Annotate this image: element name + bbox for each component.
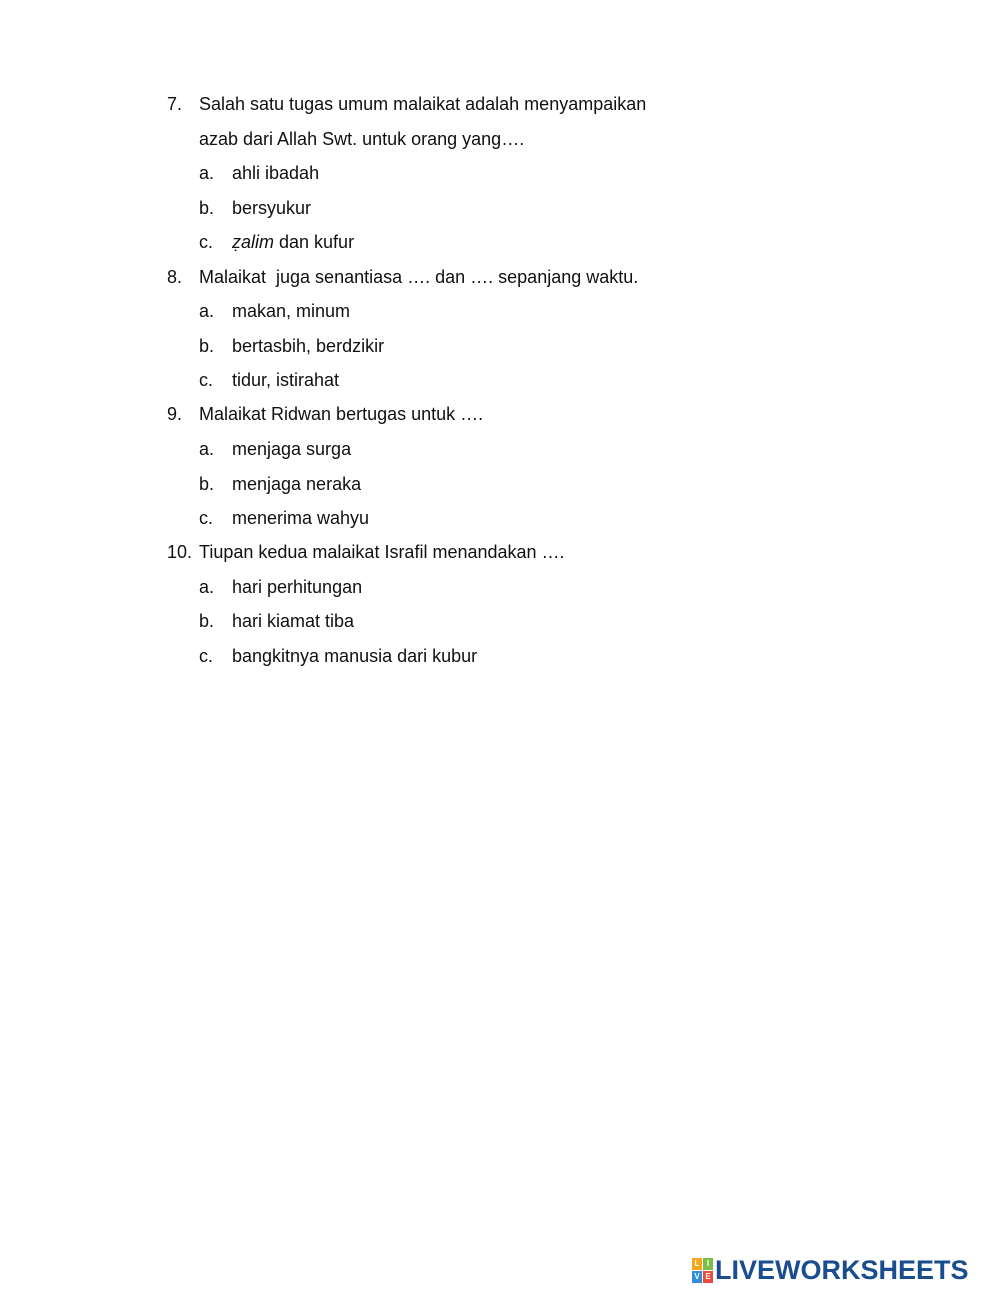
option-text: hari kiamat tiba (232, 611, 355, 631)
question-number: 9. (167, 404, 183, 424)
logo-mark-tile: L (692, 1258, 702, 1270)
liveworksheets-logo-icon (692, 1258, 713, 1283)
question-text: azab dari Allah Swt. untuk orang yang…. (199, 129, 525, 149)
question-number: 10. (167, 542, 193, 562)
option-text: hari perhitungan (232, 577, 363, 597)
option-text: bersyukur (232, 198, 312, 218)
option-text: bangkitnya manusia dari kubur (232, 646, 478, 666)
option-letter: c. (199, 508, 214, 528)
option-text: menerima wahyu (232, 508, 370, 528)
option-text-italic: ẓalim (232, 232, 275, 252)
option-letter: b. (199, 198, 215, 218)
question-text: Malaikat juga senantiasa …. dan …. sepanjang waktu. (199, 267, 639, 287)
option-letter: a. (199, 163, 215, 183)
question-text: Malaikat Ridwan bertugas untuk …. (199, 404, 484, 424)
option-text: menjaga neraka (232, 474, 362, 494)
option-text-rest: dan kufur (274, 232, 355, 252)
logo-mark-tile: I (703, 1258, 713, 1270)
option-letter: c. (199, 370, 214, 390)
option-letter: a. (199, 439, 215, 459)
question-number: 7. (167, 94, 183, 114)
question-number: 8. (167, 267, 183, 287)
logo-mark-tile: E (703, 1271, 713, 1283)
question-text: Tiupan kedua malaikat Israfil menandakan …. (199, 542, 565, 562)
option-letter: c. (199, 232, 214, 252)
option-letter: a. (199, 577, 215, 597)
option-letter: a. (199, 301, 215, 321)
option-letter: b. (199, 336, 215, 356)
option-text: menjaga surga (232, 439, 352, 459)
option-text: makan, minum (232, 301, 351, 321)
option-letter: b. (199, 611, 215, 631)
option-text (232, 231, 354, 253)
question-text: Salah satu tugas umum malaikat adalah menyampaikan (199, 94, 647, 114)
liveworksheets-logo[interactable] (692, 1255, 969, 1285)
option-text: bertasbih, berdzikir (232, 336, 385, 356)
option-text: tidur, istirahat (232, 370, 340, 390)
option-text: ahli ibadah (232, 163, 320, 183)
brand-name: LIVEWORKSHEETS (715, 1254, 969, 1285)
logo-mark-tile: V (692, 1271, 702, 1283)
option-letter: c. (199, 646, 214, 666)
option-letter: b. (199, 474, 215, 494)
